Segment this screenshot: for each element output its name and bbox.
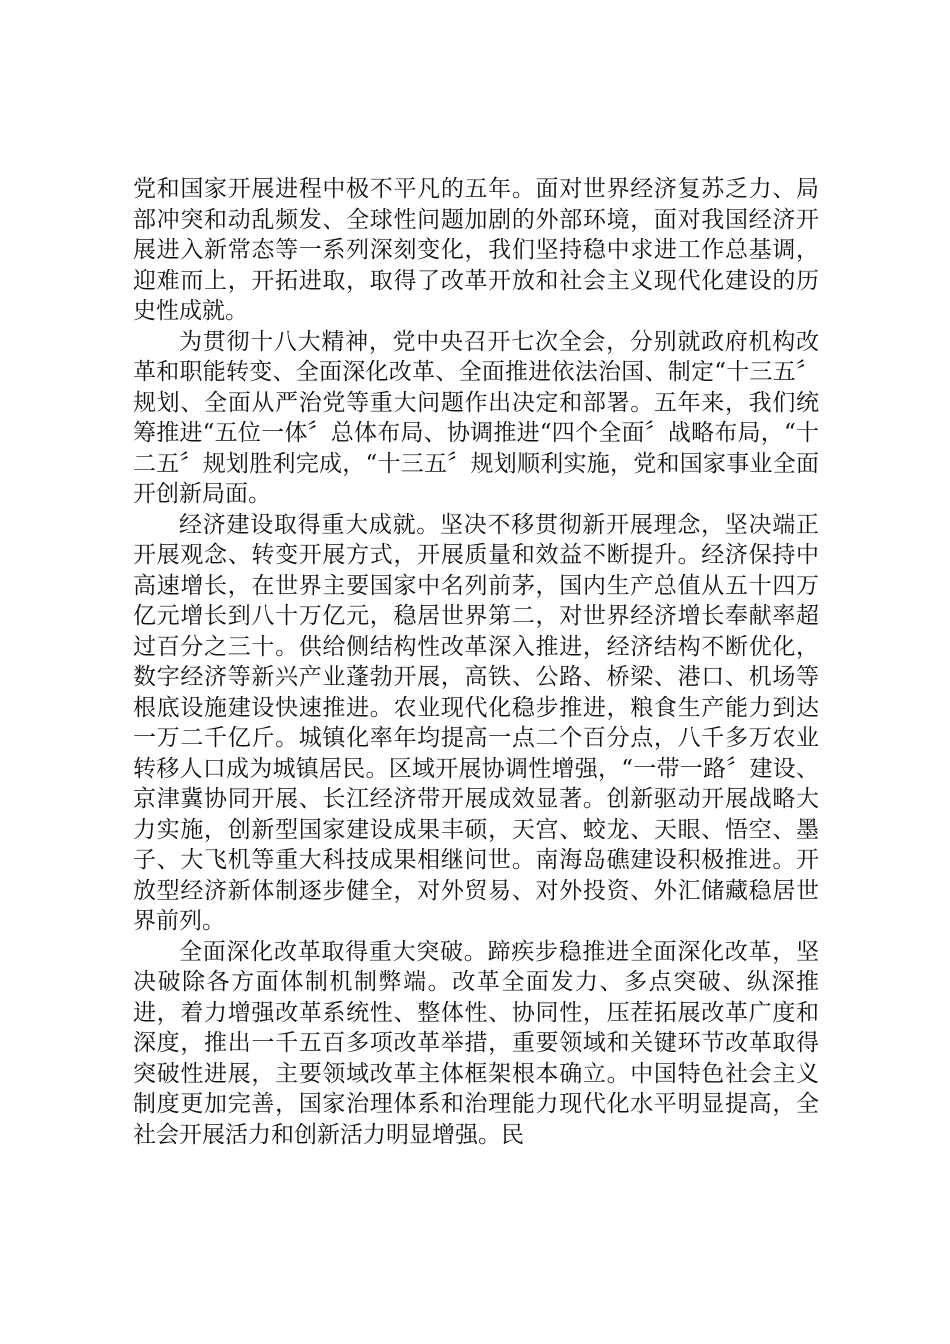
paragraph-4: 全面深化改革取得重大突破。蹄疾步稳推进全面深化改革，坚决破除各方面体制机制弊端。改革全面发力、多点突破、纵深推进，着力增强改革系统性、整体性、协同性，压茬拓展改革广度和深度，推出一千五百多项改革举措，重要领域和关键环节改革取得突破性进展，主要领域改革主体框架根本确立。中国特色社会主义制度更加完善，国家治理体系和治理能力现代化水平明显提高，全社会开展活力和创新活力明显增强。民 [133,938,819,1148]
paragraph-1: 党和国家开展进程中极不平凡的五年。面对世界经济复苏乏力、局部冲突和动乱频发、全球性问题加剧的外部环境，面对我国经济开展进入新常态等一系列深刻变化，我们坚持稳中求进工作总基调，迎难而上，开拓进取，取得了改革开放和社会主义现代化建设的历史性成就。 [133,176,819,324]
document-body [133,174,819,1150]
paragraph-2: 为贯彻十八大精神，党中央召开七次全会，分别就政府机构改革和职能转变、全面深化改革、全面推进依法治国、制定“十三五〞规划、全面从严治党等重大问题作出决定和部署。五年来，我们统筹推进“五位一体〞总体布局、协调推进“四个全面〞战略布局，“十二五〞规划胜利完成，“十三五〞规划顺利实施，党和国家事业全面开创新局面。 [133,328,819,507]
paragraph-3: 经济建设取得重大成就。坚决不移贯彻新开展理念，坚决端正开展观念、转变开展方式，开展质量和效益不断提升。经济保持中高速增长，在世界主要国家中名列前茅，国内生产总值从五十四万亿元增长到八十万亿元，稳居世界第二，对世界经济增长奉献率超过百分之三十。供给侧结构性改革深入推进，经济结构不断优化，数字经济等新兴产业蓬勃开展，高铁、公路、桥梁、港口、机场等根底设施建设快速推进。农业现代化稳步推进，粮食生产能力到达一万二千亿斤。城镇化率年均提高一点二个百分点，八千多万农业转移人口成为城镇居民。区域开展协调性增强，“一带一路〞建设、京津冀协同开展、长江经济带开展成效显著。创新驱动开展战略大力实施，创新型国家建设成果丰硕，天宫、蛟龙、天眼、悟空、墨子、大飞机等重大科技成果相继问世。南海岛礁建设积极推进。开放型经济新体制逐步健全，对外贸易、对外投资、外汇储藏稳居世界前列。 [133,511,819,934]
